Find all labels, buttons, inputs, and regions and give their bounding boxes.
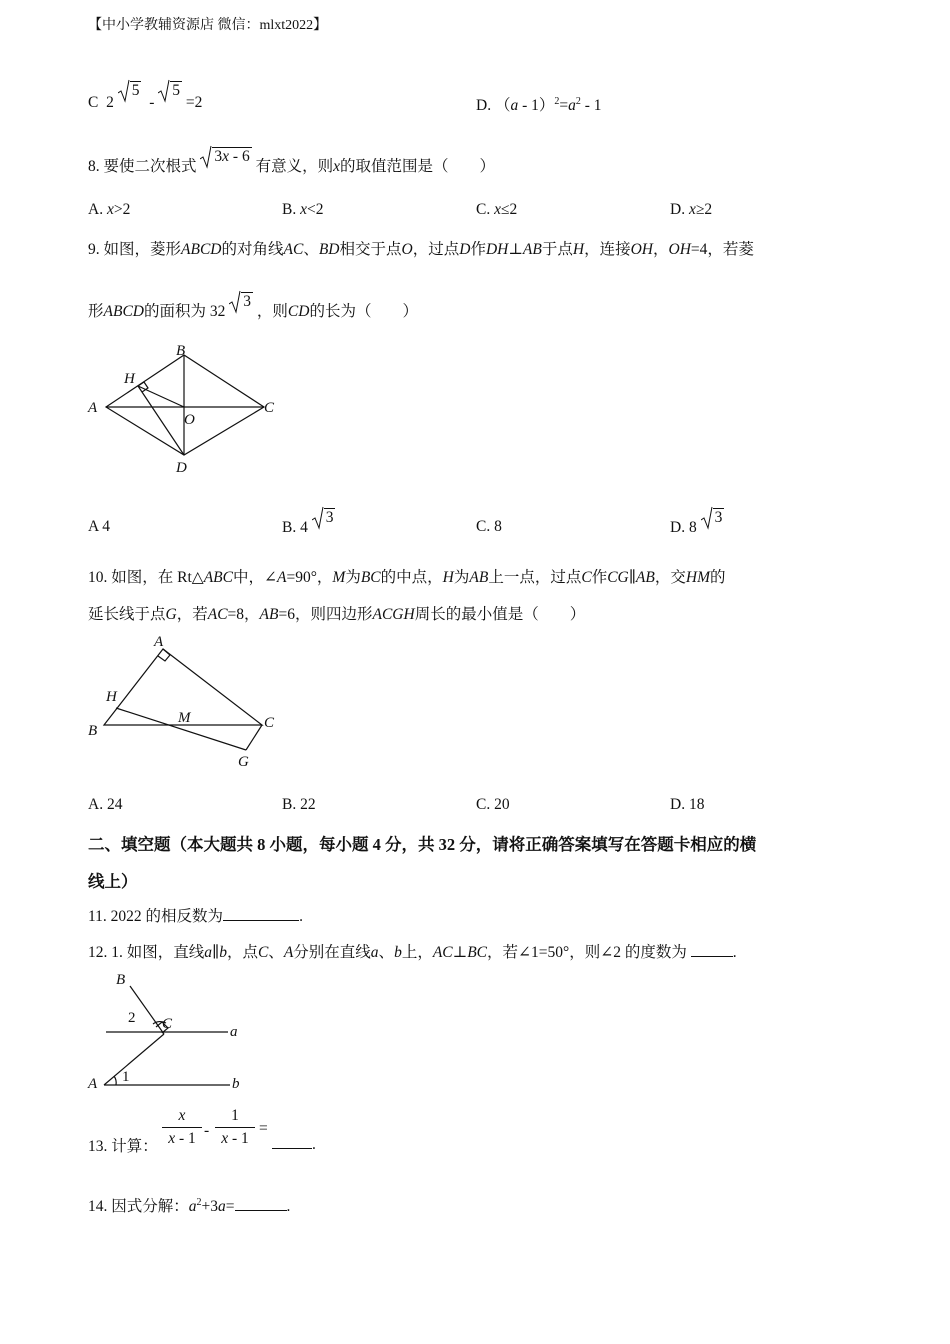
label-b: B	[88, 723, 98, 739]
answer-blank[interactable]	[235, 1196, 287, 1211]
label-m: M	[178, 710, 191, 726]
q9-option-c: C. 8	[476, 518, 502, 535]
q10-option-c: C. 20	[476, 796, 510, 813]
label-o: O	[184, 412, 195, 428]
rhombus-outline	[106, 355, 264, 455]
q13-equals: =	[259, 1120, 268, 1137]
label-b-point: B	[116, 972, 126, 988]
question-8: 8. 要使二次根式 3x - 6 有意义，则x的取值范围是（ ）	[88, 148, 495, 175]
label-b: B	[176, 343, 186, 359]
q13-minus: -	[204, 1122, 210, 1139]
answer-blank[interactable]	[691, 942, 733, 957]
label-angle-2: 2	[128, 1010, 136, 1026]
q8-option-c: C. x≤2	[476, 201, 518, 218]
q13-fraction-1: $\frac{x}{x - 1}$	[162, 1107, 202, 1148]
question-11: 11. 2022 的相反数为 .	[88, 908, 303, 925]
q9-option-b: B. 4 3	[282, 509, 334, 536]
question-14: 14. 因式分解：$a^2+3a=$ .	[88, 1196, 291, 1215]
label-c: C	[162, 1016, 173, 1032]
q7-option-c: C 2 5 - 5 =2	[88, 82, 203, 111]
label-h: H	[106, 689, 117, 705]
q8-option-d: D. x≥2	[670, 201, 713, 218]
angle-1-arc	[114, 1076, 116, 1085]
q12-parallel-lines-figure	[80, 964, 270, 1094]
q8-option-b: B. x<2	[282, 201, 324, 218]
question-12: 12. 1. 如图，直线a∥b，点C、A分别在直线a、b上，AC⊥BC，若∠1=50°，则∠2 的度数为 .	[88, 944, 737, 961]
question-13-label: 13. 计算：	[88, 1138, 158, 1155]
q8-option-a: A. x>2	[88, 201, 131, 218]
right-angle-mark-a	[158, 649, 170, 661]
q13-fraction-2: $\frac{1}{x - 1}$	[215, 1107, 255, 1148]
label-line-a: a	[230, 1024, 238, 1040]
section-2-heading-line-1: 二、填空题（本大题共 8 小题，每小题 4 分，共 32 分，请将正确答案填写在答题卡相应的横	[88, 835, 757, 854]
label-g: G	[238, 754, 249, 770]
answer-blank[interactable]	[272, 1134, 312, 1149]
q10-triangle-figure	[80, 628, 290, 773]
q13-answer: .	[272, 1134, 316, 1154]
label-a: A	[154, 634, 164, 650]
segment-ac	[104, 1034, 164, 1085]
question-9-line-1: 9. 如图，菱形ABCD的对角线AC、BD相交于点O，过点D作DH⊥AB于点H，连接OH，OH=4，若菱	[88, 241, 754, 258]
question-10-line-1: 10. 如图，在 Rt△ABC中，∠A=90°，M为BC的中点，H为AB上一点，过点C作CG∥AB，交HM的	[88, 569, 726, 586]
page-header: 【中小学教辅资源店 微信：mlxt2022】	[88, 18, 328, 33]
q10-option-a: A. 24	[88, 796, 123, 813]
label-angle-1: 1	[122, 1069, 130, 1085]
label-c: C	[264, 400, 275, 416]
label-h: H	[124, 371, 135, 387]
q10-option-d: D. 18	[670, 796, 705, 813]
segment-cg	[246, 725, 262, 750]
q7-option-d: D. $(a - 1)^2=a^2 - 1$	[476, 95, 602, 114]
label-line-b: b	[232, 1076, 240, 1092]
q10-option-b: B. 22	[282, 796, 316, 813]
label-c: C	[264, 715, 275, 731]
question-10-line-2: 延长线于点G，若AC=8，AB=6，则四边形ACGH周长的最小值是（ ）	[88, 606, 586, 623]
q9-option-d: D. 8 3	[670, 509, 723, 536]
label-a: A	[88, 400, 98, 416]
label-d: D	[176, 460, 187, 476]
question-9-line-2: 形ABCD的面积为 32 3 ，则CD的长为（ ）	[88, 293, 418, 320]
label-a-point: A	[88, 1076, 98, 1092]
q9-option-a: A 4	[88, 518, 110, 535]
q9-rhombus-figure	[80, 335, 290, 485]
section-2-heading-line-2: 线上）	[88, 872, 138, 891]
answer-blank[interactable]	[223, 906, 299, 921]
